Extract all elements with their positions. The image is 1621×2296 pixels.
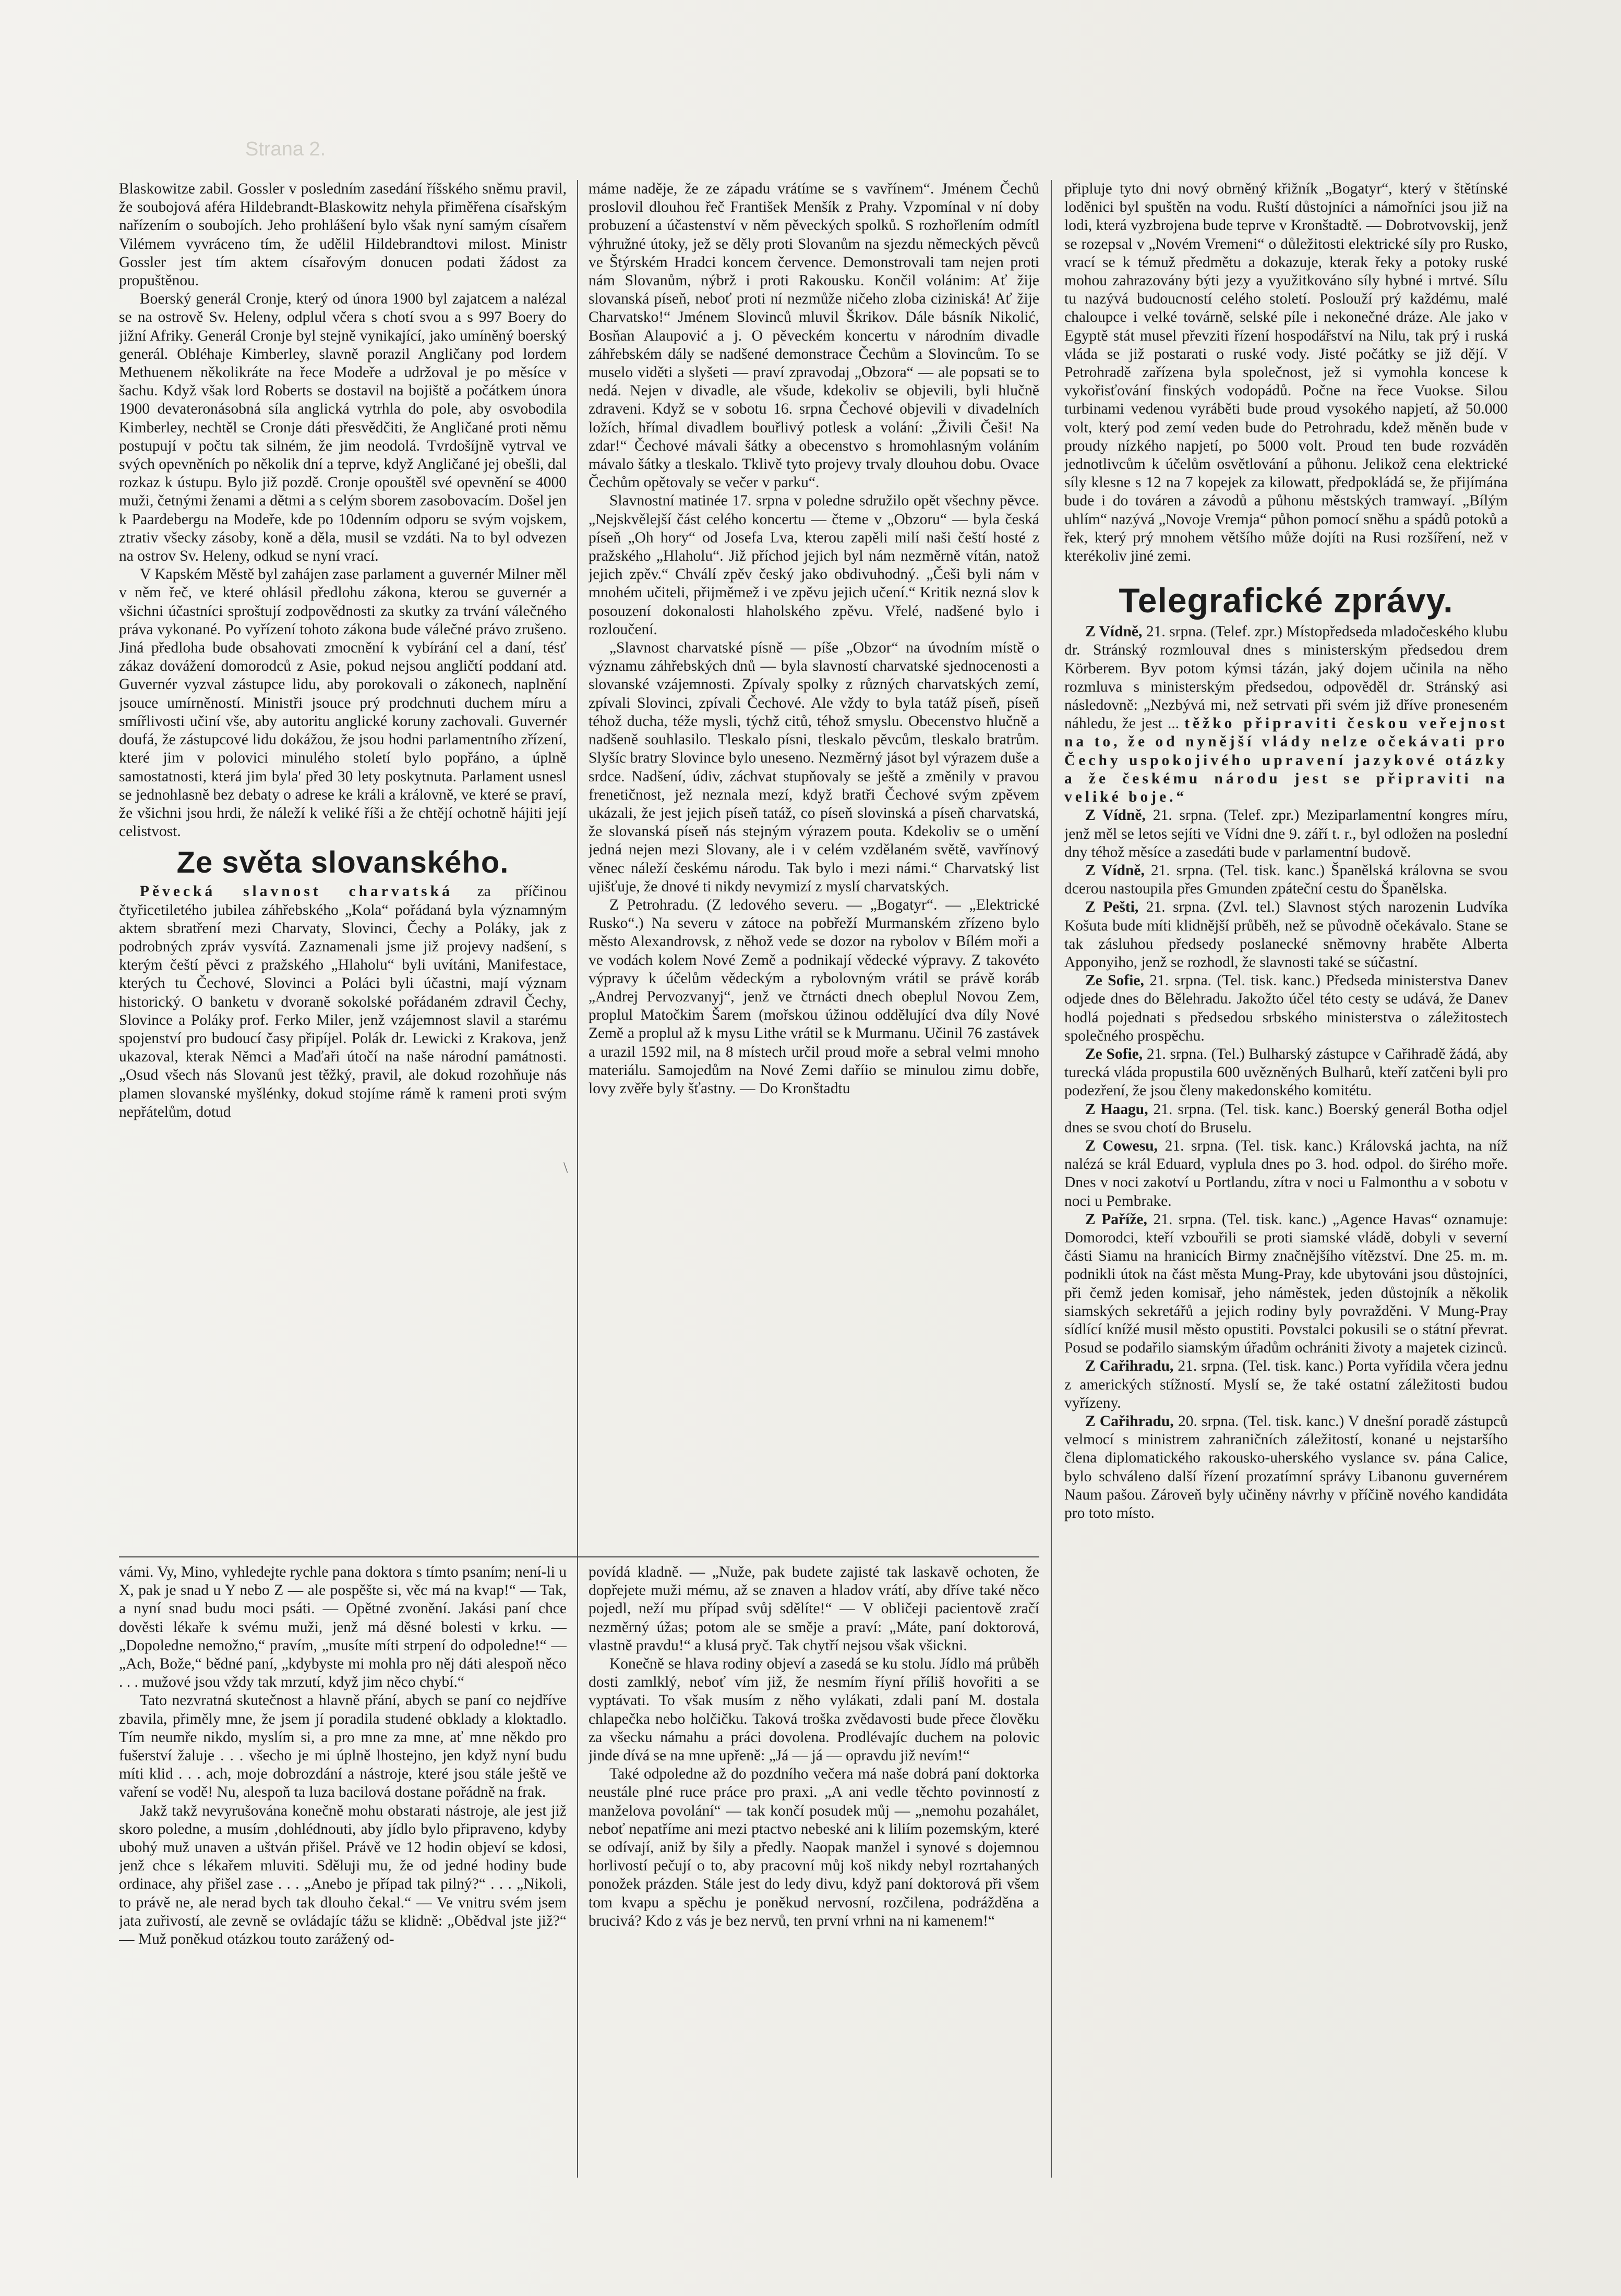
telegram-vienna-1: Z Vídně, 21. srpna. (Telef. zpr.) Místopředseda mladočeského klubu dr. Stránský rozmlouval dnes s ministerským předsedou drem Körberem. Byv potom kýmsi tázán, jaký dojem učinila na něho rozmluva s ministerským předsedou, odpověděl dr. Stránský asi následovně: „Nezbývá mi, než setrvati při svém již dříve proneseném náhledu, že jest ... těžko připraviti českou veřejnost na to, že od nynější vlády nelze očekávati pro Čechy uspokojivého upravení jazykové otázky a že českému národu jest se připraviti na veliké boje.“ xyxy=(1064,623,1508,806)
telegram-vienna-2: Z Vídně, 21. srpna. (Telef. zpr.) Meziparlamentní kongres míru, jenž měl se letos sejíti ve Vídni dne 9. září t. r., byl odložen na poslední dny téhož měsíce a zasedáti bude v parlamentní budově. xyxy=(1064,807,1508,861)
article-gossler: Blaskowitze zabil. Gossler v posledním zasedání říšského sněmu pravil, že soubojová aféra Hildebrandt-Blaskowitz nehyla přiměřena císařským nařízením o soubojích. Jeho prohlášení bylo však nyní samým císařem Vilémem vyvráceno tím, že udělil Hildebrandtovi milost. Ministr Gossler jest tím aktem císařovým donucen podati žádost za propuštěnou. xyxy=(119,180,567,289)
column-1-feuilleton xyxy=(119,1563,567,2178)
section-heading-telegraph: Telegrafické zprávy. xyxy=(1119,581,1454,620)
feuilleton-paragraph: Konečně se hlava rodiny objeví a zasedá se ku stolu. Jídlo má průběh dosti zamlklý, neboť vím již, že nesmím říyní příliš hovořiti a se vyptávati. To však musím z něho vylákati, zdali paní M. dostala chlapečka nebo holčičku. Taková troška zvědavosti bude přece člověku za všecku námahu a práci dovolena. Prodlévajíc duchem na polovic jinde dívá se na mne upřeně: „Já — já — opravdu již nevím!“ xyxy=(589,1655,1039,1765)
feuilleton-paragraph: Jakž takž nevyrušována konečně mohu obstarati nástroje, ale jest již skoro poledne, a musím ‚dohlédnouti, aby jídlo bylo připraveno, kdyby ubohý muž unaven a uštván přišel. Právě ve 12 hodin objeví se kdosi, jenž chce s lékařem mluviti. Sděluji mu, že od jedné hodiny bude ordinace, ahy přišel zase . . . „Anebo je případ tak pilný?“ . . . „Nikoli, to právě ne, ale nerad bych tak dlouho čekal.“ — Ve vnitru svém jsem jata zuřivostí, ale zevně se ovládajíc tážu se klidně: „Obědval jste již?“ — Muž poněkud otázkou touto zarážený od- xyxy=(119,1802,567,1948)
column-2 xyxy=(589,180,1039,2178)
stray-mark: \ xyxy=(563,1159,568,1176)
column-2-feuilleton xyxy=(589,1563,1039,2178)
article-cape-town: V Kapském Městě byl zahájen zase parlament a guvernér Milner měl v něm řeč, ve které ohlásil předlohu zákona, kterou se guvernér a všichni účastníci sproštují zodpovědnosti za skutky za trvání válečného práva vykonané. Po vyřízení tohoto zákona bude válečné právo zrušeno. Jiná předloha bude obsahovati zmocnění k vybírání cel a daní, tésť zákaz dovážení domorodců z Asie, pokud nejsou angličtí poddaní atd. Guvernér vyzval zástupce lidu, aby porokovali o zákonech, naplnění jsouce umírněností. Ministři jsouce prý prodchnuti duchem míru a smířlivosti učiní vše, aby autoritu anglické koruny zachovali. Guvernér doufá, že zástupcové lidu dokážou, že jsou hodni parlamentního zřízení, které jim v polovici minulého století bylo popřáno, a úplně samostatnosti, která jim byla' před 30 lety poskytnuta. Parlament usnesl se jednohlasně bez debaty o adrese ke králi a královně, ve které se praví, že všichni jsou hrdi, že náleží k veliké říši a že chtějí ochotně hájiti její celistvost. xyxy=(119,566,567,840)
article-choral-festival-cont: máme naděje, že ze západu vrátíme se s vavřínem“. Jménem Čechů proslovil dlouhou řeč František Menšík z Prahy. Vzpomínal v ní doby probuzení a účastenství v něm pěveckých spolků. S rozhořlením odmítl výhružné útoky, jež se děly proti Slovanům na sjezdu německých pěvců ve Štýrském Hradci koncem července. Demonstrovali tam nejen proti nám Slovanům, nýbrž i proti Rakousku. Končil volánim: Ať žije slovanská píseň, neboť proti ní nezmůže ničeho zloba ciziniská! Ať žije Charvatsko!“ Jménem Slovinců mluvil Škrikov. Dále básník Nikolić, Bosňan Alaupović a j. O pěveckém koncertu v národním divadle záhřebském dály se nadšené demonstrace Čechům a Slovincům. To se muselo viděti a slyšeti — praví zpravodaj „Obzora“ — ale popsati se to nedá. Nejen v divadle, ale všude, kdekoliv se objevili, byli hlučně zdraveni. Když se v sobotu 16. srpna Čechové objevili v divadelních ložích, hřímal divadlem bouřlivý potlesk a volání: „Živili Češi! Na zdar!“ Čechové mávali šátky a obecenstvo s hromohlasným voláním mávalo šátky a tleskalo. Tklivě tyto projevy trvaly dlouhou dobu. Ovace Čechům opětovaly se večer v parku“. xyxy=(589,180,1039,491)
column-rule-left xyxy=(577,180,578,2178)
article-obzor-quote: „Slavnost charvatské písně — píše „Obzor“ na úvodním místě o významu záhřebských dnů — byla slavností charvatské sjednocenosti a slovanské vzájemnosti. Zpívaly spolky z různých charvatských zemí, zpívali Slovinci, zpívali Čechové. Ale vždy to byla tatáž píseň, píseň téhož ducha, téže mysli, týchž citů, téhož smyslu. Obecenstvo hlučně a nadšeně souhlasilo. Tleskalo písni, tleskalo pěvcům, tleskalo bratrům. Slyšíc bratry Slovince bylo uneseno. Nezměrný jásot byl výrazem duše a srdce. Nadšení, údiv, záchvat stupňovaly se ještě a změnily v pravou frenetičnost, jež neznala mezí, když bratři Čechové svým zpěvem ukázali, že jest jejich píseň tatáž, co píseň slovinská a píseň charvatská, že slovanská píseň nás stejným výrazem pouta. Kdekoliv se o umění jedná nejen mezi Slovany, ale i v celém vzdělaném světě, vavřínový věnec náleží českému národu. Tak bylo i mezi námi.“ Charvatský list ujišťuje, že dnové ti nikdy nevymizí z myslí charvatských. xyxy=(589,639,1039,895)
feuilleton-paragraph: vámi. Vy, Mino, vyhledejte rychle pana doktora s tímto psaním; není-li u X, pak je snad u Y nebo Z — ale pospěšte si, věc má na kvap!“ — Tak, a nyní snad budu moci psáti. — Opětné zvonění. Jakási paní chce dověsti lékaře k svému muži, jenž má děsné bolesti v krku. — „Dopoledne nemožno,“ pravím, „musíte míti strpení do odpoledne!“ — „Ach, Bože,“ bědné paní, „kdybyste mi mohla pro něj dáti alespoň něco . . . mužové jsou vždy tak mrzutí, když jim něco chybí.“ xyxy=(119,1564,567,1691)
telegram-constantinople-1: Z Cařihradu, 21. srpna. (Tel. tisk. kanc.) Porta vyřídila včera jednu z amerických stížností. Myslí se, že také ostatní záležitosti budou vyřízeny. xyxy=(1064,1358,1508,1411)
column-3 xyxy=(1064,180,1508,2178)
telegram-sofia-1: Ze Sofie, 21. srpna. (Tel. tisk. kanc.) Předseda ministerstva Danev odjede dnes do Bělehradu. Jakožto účel této cesty se udává, že Danev hodlá pojednati s předsedou srbského ministerstva o záležitostech společného prospěchu. xyxy=(1064,972,1508,1044)
feuilleton-paragraph: Také odpoledne až do pozdního večera má naše dobrá paní doktorka neustále plné ruce práce pro praxi. „A ani vedle těchto povinností z manželova povolání“ — tak končí posudek můj — „nemohu pozahálet, neboť nepatříme ani mezi ptactvo nebeské ani k liliím pozemským, které se odívají, aniž by šily a předly. Naopak manžel i synové s dojemnou horlivostí pečují o to, aby pracovní můj koš nikdy nebyl rozrtahaných ponožek prázden. Stále jest do ledy divu, když paní doktorová při všem tom kvapu a spěchu je poněkud nervosní, rozčilena, podrážděna a brucivá? Kdo z vás je bez nervů, ten první vrhni na ni kamenem!“ xyxy=(589,1766,1039,1929)
telegram-sofia-2: Ze Sofie, 21. srpna. (Tel.) Bulharský zástupce v Cařihradě žádá, aby turecká vláda propustila 600 uvězněných Bulharů, kteří zatčeni byli pro podezření, že jsou členy makedonského komitétu. xyxy=(1064,1045,1508,1099)
feuilleton-paragraph: Tato nezvratná skutečnost a hlavně přání, abych se paní co nejdříve zbavila, přiměly mne, že jsem jí poradila studené obklady a kloktadlo. Tím neumře nikdo, myslím si, a pro mne za mne, ať mne někdo pro fušerství žaluje . . . všecho je mi úplně lhostejno, jen když nyní budu míti klid . . . ach, moje dobrozdání a nástroje, které jsou stále ještě ve vaření se vodě! Nu, alespoň ta luza bacilová dostane pořádně na frak. xyxy=(119,1692,567,1801)
article-cronje: Boerský generál Cronje, který od února 1900 byl zajatcem a nalézal se na ostrově Sv. Heleny, odplul včera s chotí svou a s 997 Boery do jižní Afriky. Generál Cronje byl stejně vynikající, jako umíněný boerský generál. Obléhaje Kimberley, slavně porazil Angličany pod lordem Methuenem několikráte na řece Modeře a udržoval je po měsíce v šachu. Když však lord Roberts se dostavil na bojiště a počátkem února 1900 devateronásobná síla anglická vytrhla do pole, aby osvobodila Kimberley, nechtěl se Cronje dáti přesvědčiti, že Angličané proti němu postupují v počtu tak silném, že jim neodolá. Tvrdošíjně vytrval ve svých opevněních po několik dní a teprve, když Angličané jej obešli, dal rozkaz k ústupu. Bylo již pozdě. Cronje opouštěl své opevnění se 4000 muži, četnými ženami a dětmi a s celým sborem zasobovacím. Došel jen k Paardebergu na Modeře, kde po 10denním odporu se svým vojskem, ztrativ všecky zásoby, koně a děla, musil se vzdáti. Na to byl odvezen na ostrov Sv. Heleny, odkud se nyní vrací. xyxy=(119,291,567,565)
telegram-hague: Z Haagu, 21. srpna. (Tel. tisk. kanc.) Boerský generál Botha odjel dnes se svou chotí do Bruselu. xyxy=(1064,1101,1508,1136)
column-1 xyxy=(119,180,567,2178)
article-choral-festival: Pěvecká slavnost charvatská za příčinou čtyřicetiletého jubilea záhřebského „Kola“ pořádaná byla významným aktem sbratření mezi Charvaty, Slovinci, Čechy a Poláky, jak z podrobných zpráv vysvítá. Zaznamenali jsme již projevy nadšení, s kterým čeští pěvci z pražského „Hlaholu“ byli uvítáni, Manifestace, kterých tu Čechové, Slovinci a Poláci byli účastni, mají význam historický. O banketu v dvoraně sokolské pořádaném zdravil Čechy, Slovince a Poláky prof. Ferko Miler, jenž vzájemnost slavil a starému spojenství pro budoucí časy připíjel. Polák dr. Lewicki z Krakova, jenž ukazoval, kterak Němci a Maďaři útočí na naše národní památnosti. „Osud všech nás Slovanů jest těžký, pravil, ale dokud rozohňuje nás plamen slovanské myšlénky, dokud stojíme rámě k rameni proti svým nepřátelům, dotud xyxy=(119,883,567,1120)
feuilleton-paragraph: povídá kladně. — „Nuže, pak budete zajisté tak laskavě ochoten, že dopřejete muži mému, až se znaven a hladov vrátí, aby dříve také něco pojedl, neží mu případ svůj sdělíte!“ — V obličeji pacientově zračí nezměrný úžas; potom ale se směje a praví: „Máte, paní doktorová, vlastně pravdu!“ a klusá pryč. Tak chytří nejsou však všickni. xyxy=(589,1564,1039,1654)
telegram-cowes: Z Cowesu, 21. srpna. (Tel. tisk. kanc.) Královská jachta, na níž nalézá se král Eduard, vyplula dnes po 3. hod. odpol. do širého moře. Dnes v noci zakotví u Portlandu, zítra v noci u Falmonthu a v sobotu v noci u Pembrake. xyxy=(1064,1137,1508,1210)
column-1-upper xyxy=(119,180,567,1552)
article-matinee: Slavnostní matinée 17. srpna v poledne sdružilo opět všechny pěvce. „Nejskvělejší část celého koncertu — čteme v „Obzoru“ — byla česká píseň „Oh hory“ od Josefa Lva, kterou zapěli milí naši čeští hosté z pražského „Hlaholu“. Již příchod jejich byl nám nezměrně vítán, natož jejich zpěv.“ Chválí zpěv český jako obdivuhodný. „Češi byli nám v mnohém učiteli, přijměmež i ve zpěvu jejich učení.“ Kritik nezná slov k posouzení dokonalosti hlaholského zpěvu. Vřelé, nadšené bylo i rozloučení. xyxy=(589,492,1039,638)
telegram-vienna-3: Z Vídně, 21. srpna. (Tel. tisk. kanc.) Španělská královna se svou dcerou nastoupila přes Gmunden zpáteční cestu do Španělska. xyxy=(1064,862,1508,898)
column-2-upper xyxy=(589,180,1039,1552)
page-header-ghost: Strana 2. xyxy=(245,138,326,160)
telegram-constantinople-2: Z Cařihradu, 20. srpna. (Tel. tisk. kanc.) V dnešní poradě zástupců velmocí s ministrem zahraničních záležitostí, konané u nejstaršího člena diplomatického rakousko-uherského vyslance sv. pána Calice, bylo schváleno další řízení prozatímní správy Libanonu guvernérem Naum pašou. Zároveň byly učiněny návrhy v příčině nového kandidáta pro toto místo. xyxy=(1064,1413,1508,1522)
article-petrograd: Z Petrohradu. (Z ledového severu. — „Bogatyr“. — „Elektrické Rusko“.) Na severu v zátoce na pobřeží Murmanském zřízeno bylo město Alexandrovsk, z něhož vede se dozor na rybolov v Bílém moři a ve vodách kolem Nové Země a podnikají vědecké výpravy. Z takovéto výpravy k účelům vědeckým a rybolovným vrátil se právě koráb „Andrej Pervozvanyj“, jenž ve čtrnácti dnech obeplul Novou Zem, proplul Matočkim Šarem (mořskou úžinou oddělující dva díly Nové Země a proplul až k mysu Lithe vrátil se k Murmanu. Učinil 76 zastávek a urazil 1592 mil, na 8 místech určil proud moře a sebral velmi mnoho materiálu. Samojedům na Nové Zemi daříio se minulou zimu dobře, lovy zvěře byly šťastny. — Do Kronštadtu xyxy=(589,896,1039,1097)
telegram-paris: Z Paříže, 21. srpna. (Tel. tisk. kanc.) „Agence Havas“ oznamuje: Domorodci, kteří vzbouřili se proti siamské vládě, dobyli v severní části Siamu na hranicích Birmy značnějšího vítězství. Dne 25. m. m. podnikli útok na část města Mung-Pray, kde ubytováni jsou důstojníci, při čemž jeden komisař, jeho náměstek, jeden důstojník a několik siamských sekretářů a jejich rodiny byly povražděni. V Mung-Pray sídlící knížé musil město opustiti. Povstalci pokusili se o státní převrat. Posud se podařilo siamským úřadům ochrániti životy a majetek cizinců. xyxy=(1064,1211,1508,1357)
column-rule-right xyxy=(1051,180,1052,2178)
section-heading-slavic-world: Ze světa slovanského. xyxy=(176,845,509,880)
telegram-pest: Z Pešti, 21. srpna. (Zvl. tel.) Slavnost stých narozenin Ludvíka Košuta bude míti klidnější průběh, než se původně očekávalo. Stane se tak zásluhou předsedy poslanecké sněmovny hraběte Alberta Apponyiho, jenž se rozhodl, že slavnosti také se súčastní. xyxy=(1064,899,1508,971)
article-petrograd-cont: připluje tyto dni nový obrněný křižník „Bogatyr“, který v štětínské loděnici byl spuštěn na vodu. Ruští důstojníci a námořníci jsou již na lodi, která vyzbrojena bude teprve v Kronštadtě. — Dobrotvovskij, jenž se rozepsal v „Novém Vremeni“ o důležitosti elektrické síly pro Rusko, vrací se k témuž předmětu a dokazuje, kterak řeky a potoky ruské mohou zahrazovány býti jezy a využitkováno síly hybné i mrtvé. Sílu tu nazývá budoucností celého století. Poslouží prý každému, malé chaloupce i velké továrně, selské píle i nekonečné dráze. Ale jako v Egyptě stát musel převziti řízení hospodářství na Nilu, tak prý i ruská vláda se již postarati o ruské vody. Jisté počátky se již dějí. V Petrohradě zařízena byla společnost, jež si vymohla koncese k vykořisťování finských vodopádů. Počne na řece Vuokse. Silou turbinami vedenou vyráběti bude proud vysokého napjetí, až 50.000 volt, který pod zemí veden bude do Petrohradu, kdež měněn bude v proudy nízkého napjetí, po 5000 volt. Proud ten bude rozváděn jednotlivcům k účelům osvětlování a půhonu. Jelikož cena elektrické síly klesne s 12 na 7 kopejek za kilowatt, předpokládá se, že přijímána bude i do továren a závodů a půhonu městských tramwayí. „Bílým uhlím“ nazývá „Novoje Vremja“ půhon pomocí sněhu a spádů potoků a řek, který prý mnohem většího může dojíti na Rusi rozšíření, než v kterékoliv jiné zemi. xyxy=(1064,180,1508,565)
